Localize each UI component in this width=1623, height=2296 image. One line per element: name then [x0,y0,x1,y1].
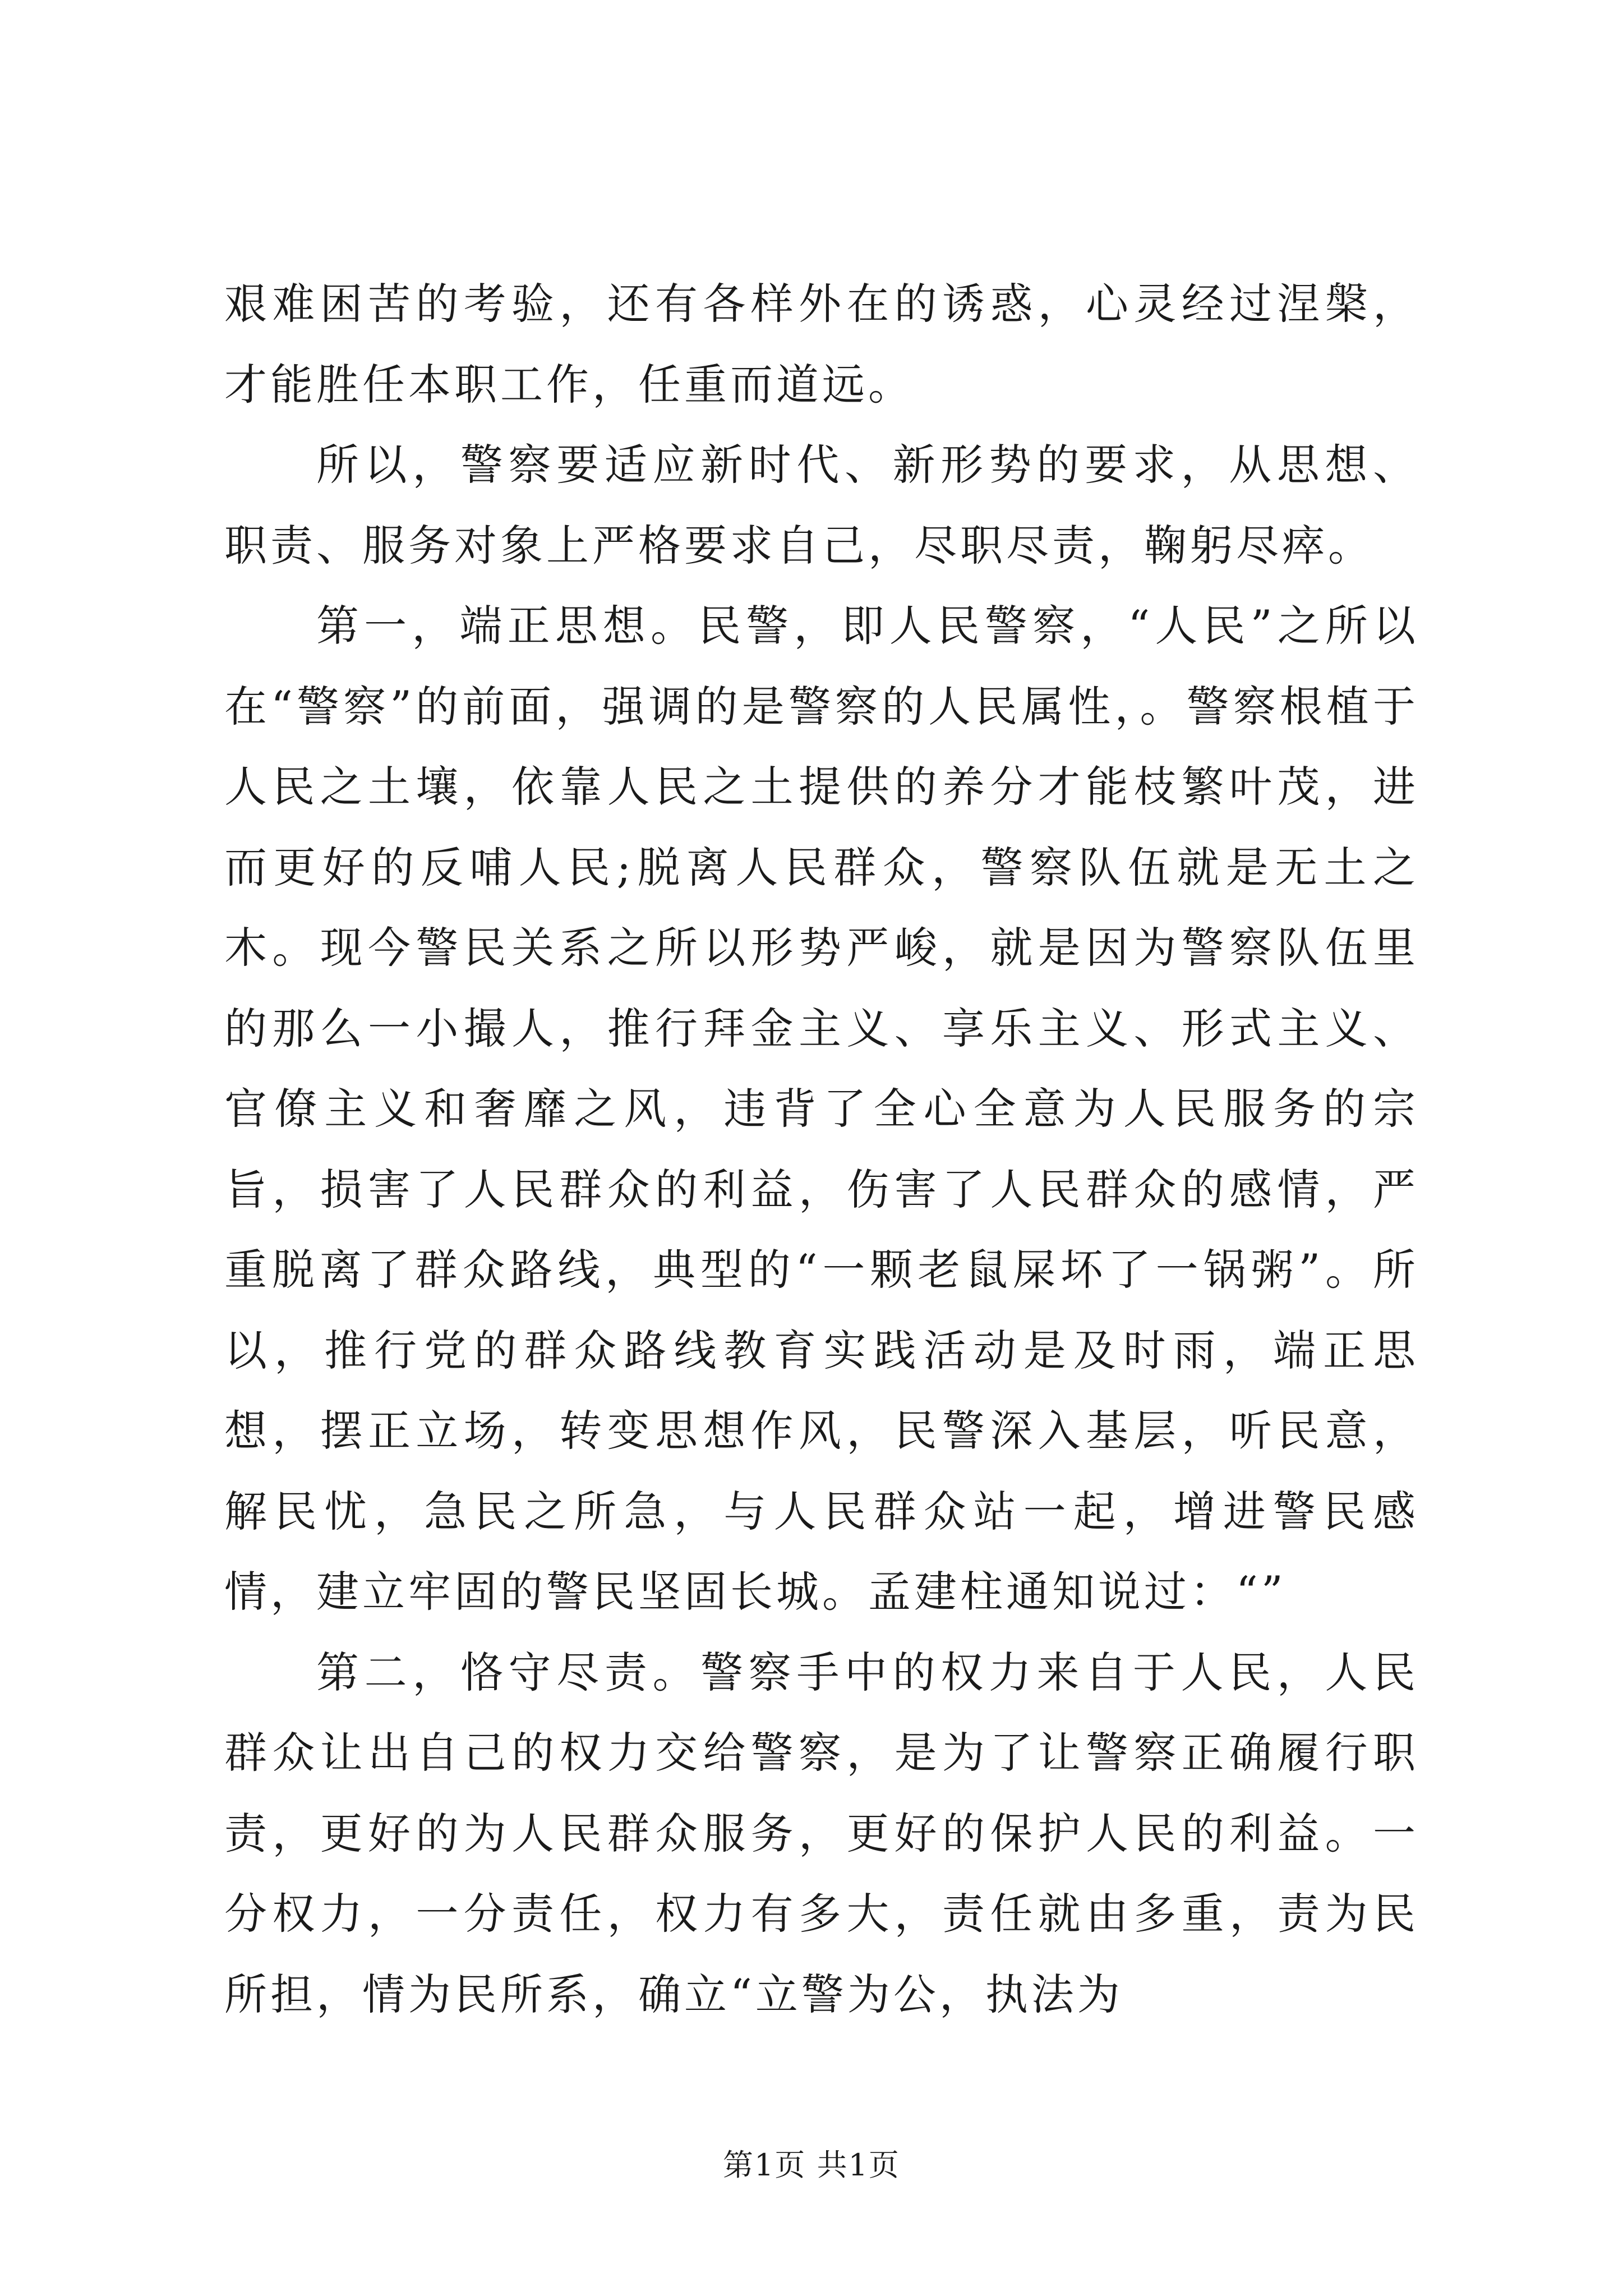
paragraph-second-point: 第二，恪守尽责。警察手中的权力来自于人民，人民群众让出自己的权力交给警察，是为了让警察正确履行职责，更好的为人民群众服务，更好的保护人民的利益。一分权力，一分责任，权力有多大，责任就由多重，责为民所担，情为民所系，确立“立警为公，执法为 [224,1647,1419,2019]
document-body [224,264,1419,2035]
paragraph-intro: 所以，警察要适应新时代、新形势的要求，从思想、职责、服务对象上严格要求自己，尽职尽责，鞠躬尽瘁。 [224,440,1419,570]
page-footer: 第1页 共1页 [723,2147,900,2183]
paragraph-continuation: 艰难困苦的考验，还有各样外在的诱惑，心灵经过涅槃，才能胜任本职工作，任重而道远。 [224,279,1419,409]
paragraph-first-point: 第一，端正思想。民警，即人民警察，“人民”之所以在“警察”的前面，强调的是警察的人民属性，。警察根植于人民之土壤，依靠人民之土提供的养分才能枝繁叶茂，进而更好的反哺人民;脱离人民群众，警察队伍就是无土之木。现今警民关系之所以形势严峻，就是因为警察队伍里的那么一小撮人，推行拜金主义、享乐主义、形式主义、官僚主义和奢靡之风，违背了全心全意为人民服务的宗旨，损害了人民群众的利益，伤害了人民群众的感情，严重脱离了群众路线，典型的“一颗老鼠屎坏了一锅粥”。所以，推行党的群众路线教育实践活动是及时雨，端正思想，摆正立场，转变思想作风，民警深入基层，听民意，解民忧，急民之所急，与人民群众站一起，增进警民感情，建立牢固的警民坚固长城。孟建柱通知说过：“” [224,601,1419,1617]
